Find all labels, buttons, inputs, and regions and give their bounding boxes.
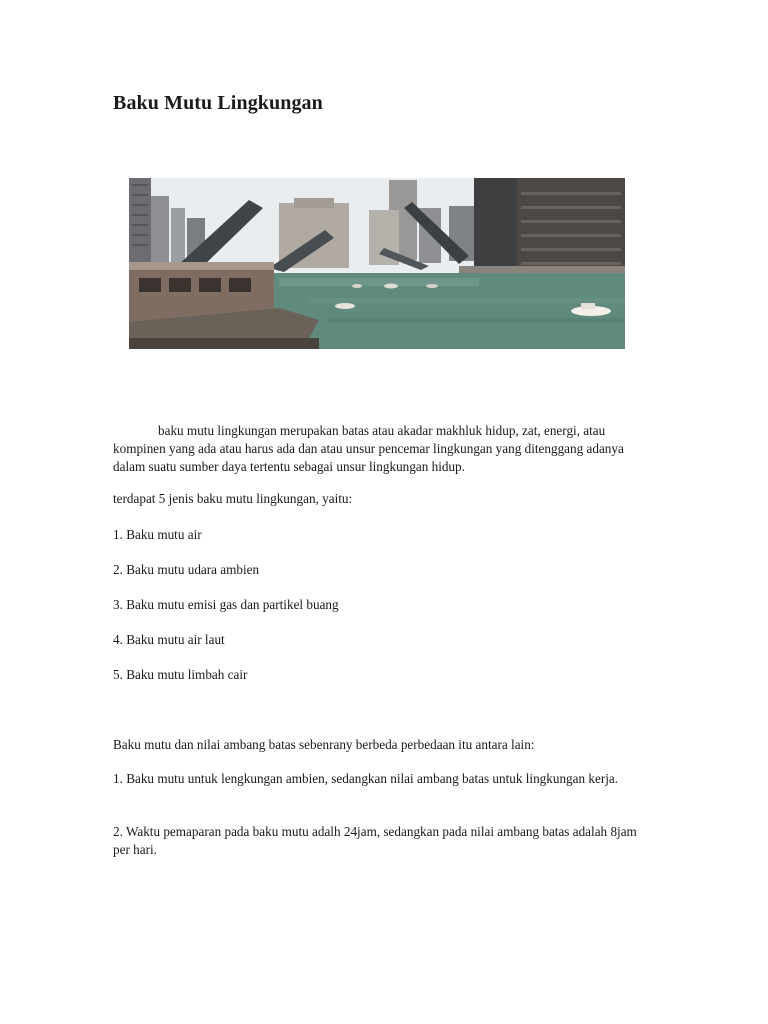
river-bridges-photo (129, 178, 625, 349)
intro-paragraph: baku mutu lingkungan merupakan batas atau akadar makhluk hidup, zat, energi, atau kompinen yang ada atau harus ada dan atau unsur pencemar lingkungan yang ditenggang adanya dalam suatu sumber daya tertentu sebagai unsur lingkungan hidup. (113, 423, 624, 474)
list-item: 4. Baku mutu air laut (113, 632, 225, 647)
difference-item: 2. Waktu pemaparan pada baku mutu adalh 24jam, sedangkan pada nilai ambang batas adalah 8jam per hari. (113, 824, 637, 857)
list-item: 1. Baku mutu air (113, 527, 202, 542)
types-heading: terdapat 5 jenis baku mutu lingkungan, yaitu: (113, 491, 353, 506)
list-item: 2. Baku mutu udara ambien (113, 562, 260, 577)
list-item: 5. Baku mutu limbah cair (113, 667, 248, 682)
difference-heading: Baku mutu dan nilai ambang batas sebenrany berbeda perbedaan itu antara lain: (113, 737, 535, 752)
difference-item: 1. Baku mutu untuk lengkungan ambien, sedangkan nilai ambang batas untuk lingkungan kerja. (113, 771, 619, 786)
document-title: Baku Mutu Lingkungan (113, 92, 323, 114)
list-item: 3. Baku mutu emisi gas dan partikel buang (113, 597, 339, 612)
